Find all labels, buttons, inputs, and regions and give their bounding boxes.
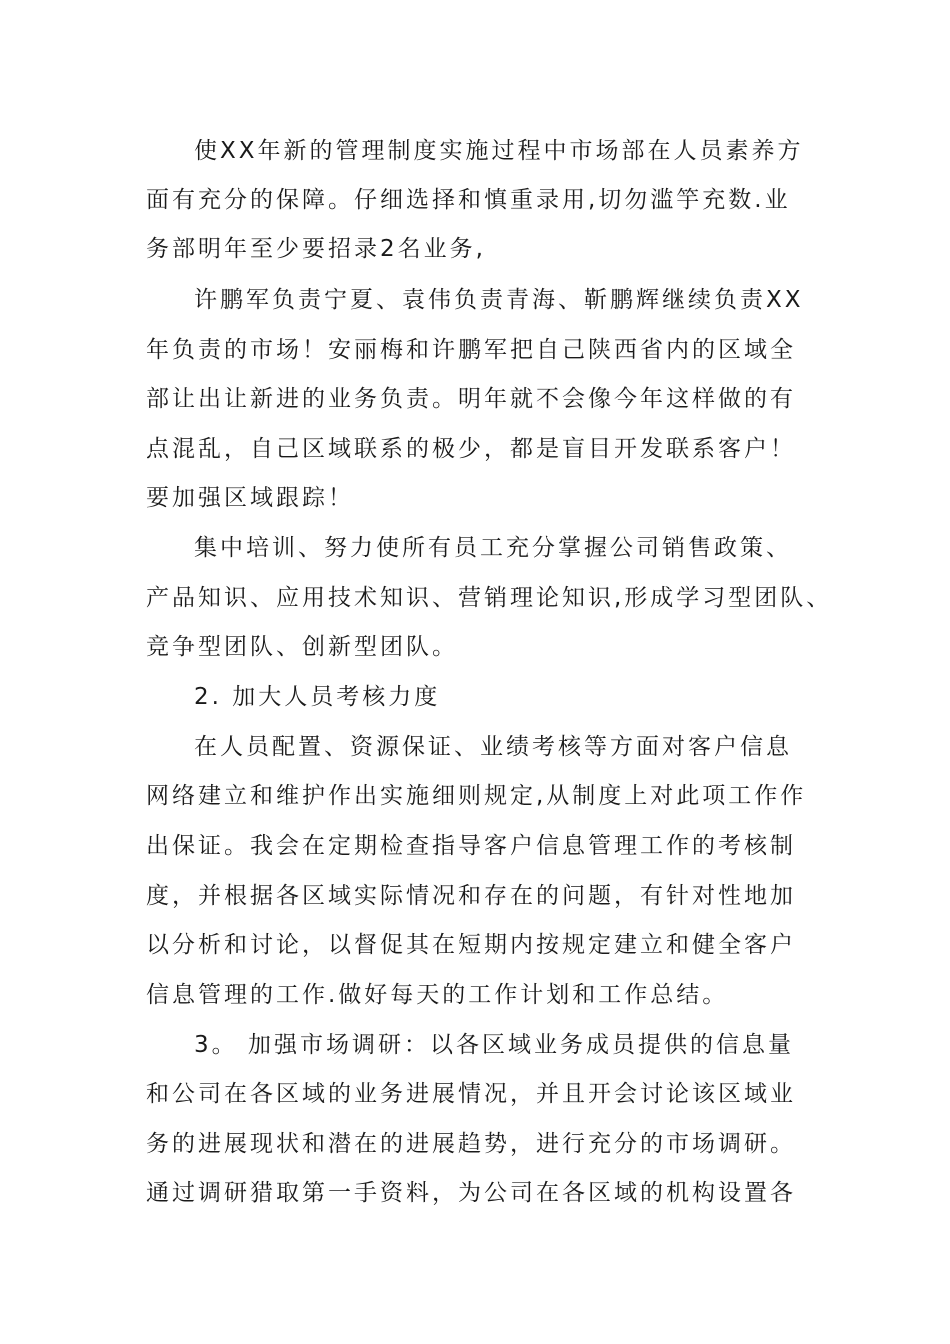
paragraph-2-line-4: 点混乱，自己区域联系的极少，都是盲目开发联系客户！ <box>146 436 796 462</box>
paragraph-6-line-3: 务的进展现状和潜在的进展趋势，进行充分的市场调研。 <box>146 1131 796 1157</box>
paragraph-5-line-6: 信息管理的工作.做好每天的工作计划和工作总结。 <box>146 982 729 1008</box>
paragraph-5-line-3: 出保证。我会在定期检查指导客户信息管理工作的考核制 <box>146 833 796 859</box>
paragraph-5-line-4: 度，并根据各区域实际情况和存在的问题，有针对性地加 <box>146 883 796 909</box>
paragraph-2-line-3: 部让出让新进的业务负责。明年就不会像今年这样做的有 <box>146 386 796 412</box>
paragraph-1-line-1: 使XX年新的管理制度实施过程中市场部在人员素养方 <box>194 138 804 164</box>
paragraph-6-line-4: 通过调研猎取第一手资料，为公司在各区域的机构设置各 <box>146 1180 796 1206</box>
paragraph-3-line-2: 产品知识、应用技术知识、营销理论知识,形成学习型团队、 <box>146 585 833 611</box>
paragraph-3-line-3: 竞争型团队、创新型团队。 <box>146 634 458 660</box>
paragraph-3-line-1: 集中培训、努力使所有员工充分掌握公司销售政策、 <box>194 535 792 561</box>
paragraph-5-line-2: 网络建立和维护作出实施细则规定,从制度上对此项工作作 <box>146 783 807 809</box>
paragraph-6-line-1: 3。 加强市场调研：以各区域业务成员提供的信息量 <box>194 1032 794 1058</box>
section-heading-2: 2. 加大人员考核力度 <box>194 684 441 710</box>
paragraph-1-line-2: 面有充分的保障。仔细选择和慎重录用,切勿滥竽充数.业 <box>146 187 791 213</box>
paragraph-5-line-1: 在人员配置、资源保证、业绩考核等方面对客户信息 <box>194 734 792 760</box>
paragraph-2-line-5: 要加强区域跟踪！ <box>146 485 354 511</box>
paragraph-6-line-2: 和公司在各区域的业务进展情况，并且开会讨论该区域业 <box>146 1081 796 1107</box>
paragraph-2-line-2: 年负责的市场！安丽梅和许鹏军把自己陕西省内的区域全 <box>146 337 796 363</box>
paragraph-5-line-5: 以分析和讨论，以督促其在短期内按规定建立和健全客户 <box>146 932 796 958</box>
paragraph-2-line-1: 许鹏军负责宁夏、袁伟负责青海、靳鹏辉继续负责XX <box>194 287 804 313</box>
paragraph-1-line-3: 务部明年至少要招录2名业务, <box>146 236 486 262</box>
